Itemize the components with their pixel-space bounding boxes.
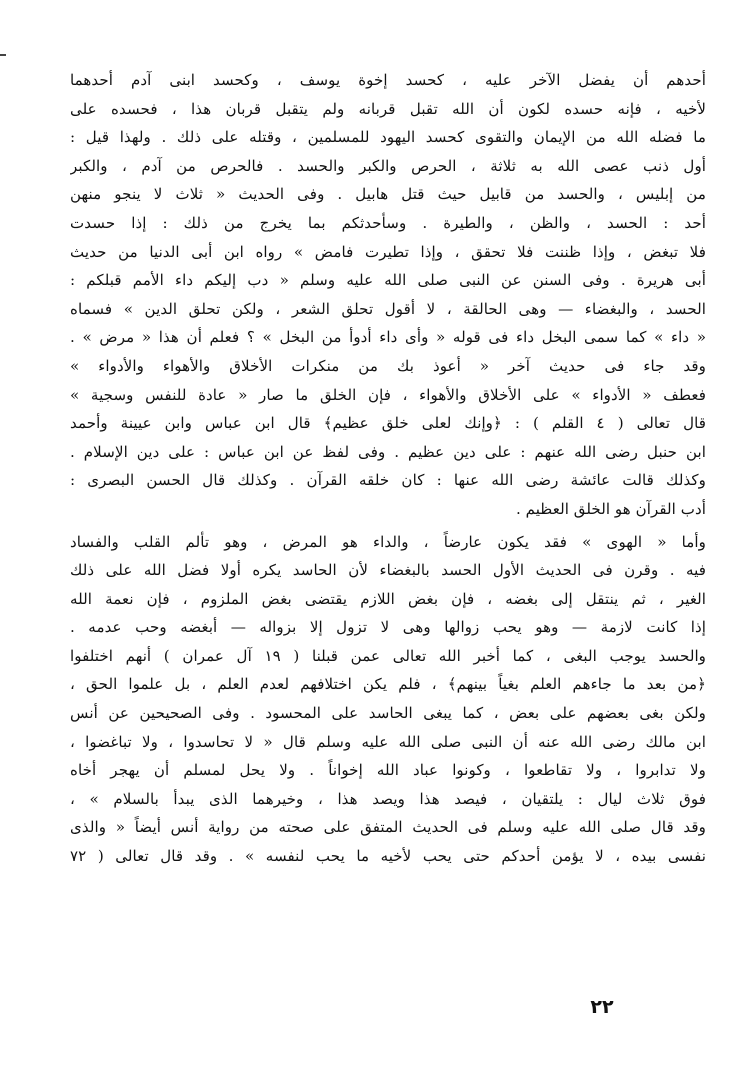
paragraph-2 bbox=[70, 528, 706, 871]
text-line: فوق ثلاث ليال : يلتقيان ، فيصد هذا ويصد هذا ، وخيرهما الذى يبدأ بالسلام » ، bbox=[70, 789, 706, 808]
margin-tick-mark bbox=[0, 54, 6, 56]
text-line: أبى هريرة . وفى السنن عن النبى صلى الله عليه وسلم « دب إليكم داء الأمم قبلكم : bbox=[70, 271, 706, 290]
text-line: أدب القرآن هو الخلق العظيم . bbox=[515, 499, 706, 518]
text-line: ابن حنبل رضى الله عنهم : على دين عظيم . وفى لفظ عن ابن عباس : على دين الإسلام . bbox=[70, 442, 706, 461]
text-line: ما فضله الله من الإيمان والتقوى كحسد اليهود للمسلمين ، وقتله على ذلك . ولهذا قيل : bbox=[70, 128, 706, 147]
text-line: قال تعالى ( ٤ القلم ) : ﴿وإنك لعلى خلق عظيم﴾ قال ابن عباس وابن عيينة وأحمد bbox=[70, 414, 706, 433]
page-body bbox=[70, 66, 706, 871]
text-line: وقد قال صلى الله عليه وسلم فى الحديث المتفق على صحته من رواية أنس أيضاً « والذى bbox=[70, 818, 706, 837]
text-line: الحسد ، والبغضاء — وهى الحالقة ، لا أقول تحلق الشعر ، ولكن تحلق الدين » فسماه bbox=[70, 299, 706, 318]
page-number: ٢٢ bbox=[590, 996, 614, 1018]
text-line: نفسى بيده ، لا يؤمن أحدكم حتى يحب لأخيه ما يحب لنفسه » . وقد قال تعالى ( ٧٢ bbox=[70, 847, 706, 866]
text-line: وكذلك قالت عائشة رضى الله عنها : كان خلقه القرآن . وكذلك قال الحسن البصرى : bbox=[70, 471, 706, 490]
text-line: الغير ، ثم ينتقل إلى بغضه ، فإن بغض اللازم يقتضى بغض الملزوم ، فإن نعمة الله bbox=[70, 589, 706, 608]
text-line: فعطف « الأدواء » على الأخلاق والأهواء ، فإن الخلق ما صار « عادة للنفس وسجية » bbox=[70, 385, 706, 404]
text-line: والحسد يوجب البغى ، كما أخبر الله تعالى عمن قبلنا ( ١٩ آل عمران ) أنهم اختلفوا bbox=[70, 646, 706, 665]
text-line: أحد : الحسد ، والظن ، والطيرة . وسأحدثكم بما يخرج من ذلك : إذا حسدت bbox=[70, 213, 706, 232]
text-line: ابن مالك رضى الله عنه أن النبى صلى الله عليه وسلم قال « لا تحاسدوا ، ولا تباغضوا ، bbox=[70, 732, 706, 751]
text-line: أحدهم أن يفضل الآخر عليه ، كحسد إخوة يوسف ، وكحسد ابنى آدم أحدهما bbox=[70, 71, 706, 89]
text-line: أول ذنب عصى الله به ثلاثة ، الحرص والكبر والحسد . فالحرص من آدم ، والكبر bbox=[70, 156, 706, 175]
text-line: من إبليس ، والحسد من قابيل حيث قتل هابيل . وفى الحديث « ثلاث لا ينجو منهن bbox=[70, 185, 706, 204]
text-line: ولا تدابروا ، ولا تقاطعوا ، وكونوا عباد الله إخواناً . ولا يحل لمسلم أن يهجر أخاه bbox=[70, 761, 706, 780]
text-line: ﴿من بعد ما جاءهم العلم بغياً بينهم﴾ ، فلم يكن اختلافهم لعدم العلم ، بل علموا الحق ، bbox=[70, 675, 706, 694]
paragraph-1 bbox=[70, 66, 706, 524]
text-line: « داء » كما سمى البخل داء فى قوله « وأى داء أدوأ من البخل » ؟ فعلم أن هذا « مرض » . bbox=[70, 328, 706, 347]
text-line: فيه . وقرن فى الحديث الأول الحسد بالبغضاء لأن الحاسد يكره أولا فضل الله على ذلك bbox=[70, 561, 706, 580]
text-line: إذا كانت لازمة — وهو يحب زوالها وهى لا تزول إلا بزواله — أبغضه وحب عدمه . bbox=[70, 618, 706, 637]
text-line: فلا تبغض ، وإذا ظننت فلا تحقق ، وإذا تطيرت فامض » رواه ابن أبى الدنيا من حديث bbox=[70, 242, 706, 261]
text-line: وقد جاء فى حديث آخر « أعوذ بك من منكرات الأخلاق والأهواء والأدواء » bbox=[70, 356, 706, 375]
text-line: لأخيه ، فإنه حسده لكون أن الله تقبل قربانه ولم يتقبل قربان هذا ، فحسده على bbox=[70, 99, 706, 118]
text-line: وأما « الهوى » فقد يكون عارضاً ، والداء هو المرض ، وهو تألم القلب والفساد bbox=[70, 532, 706, 551]
text-line: ولكن بغى بعضهم على بعض ، كما يبغى الحاسد على المحسود . وفى الصحيحين عن أنس bbox=[70, 704, 706, 723]
